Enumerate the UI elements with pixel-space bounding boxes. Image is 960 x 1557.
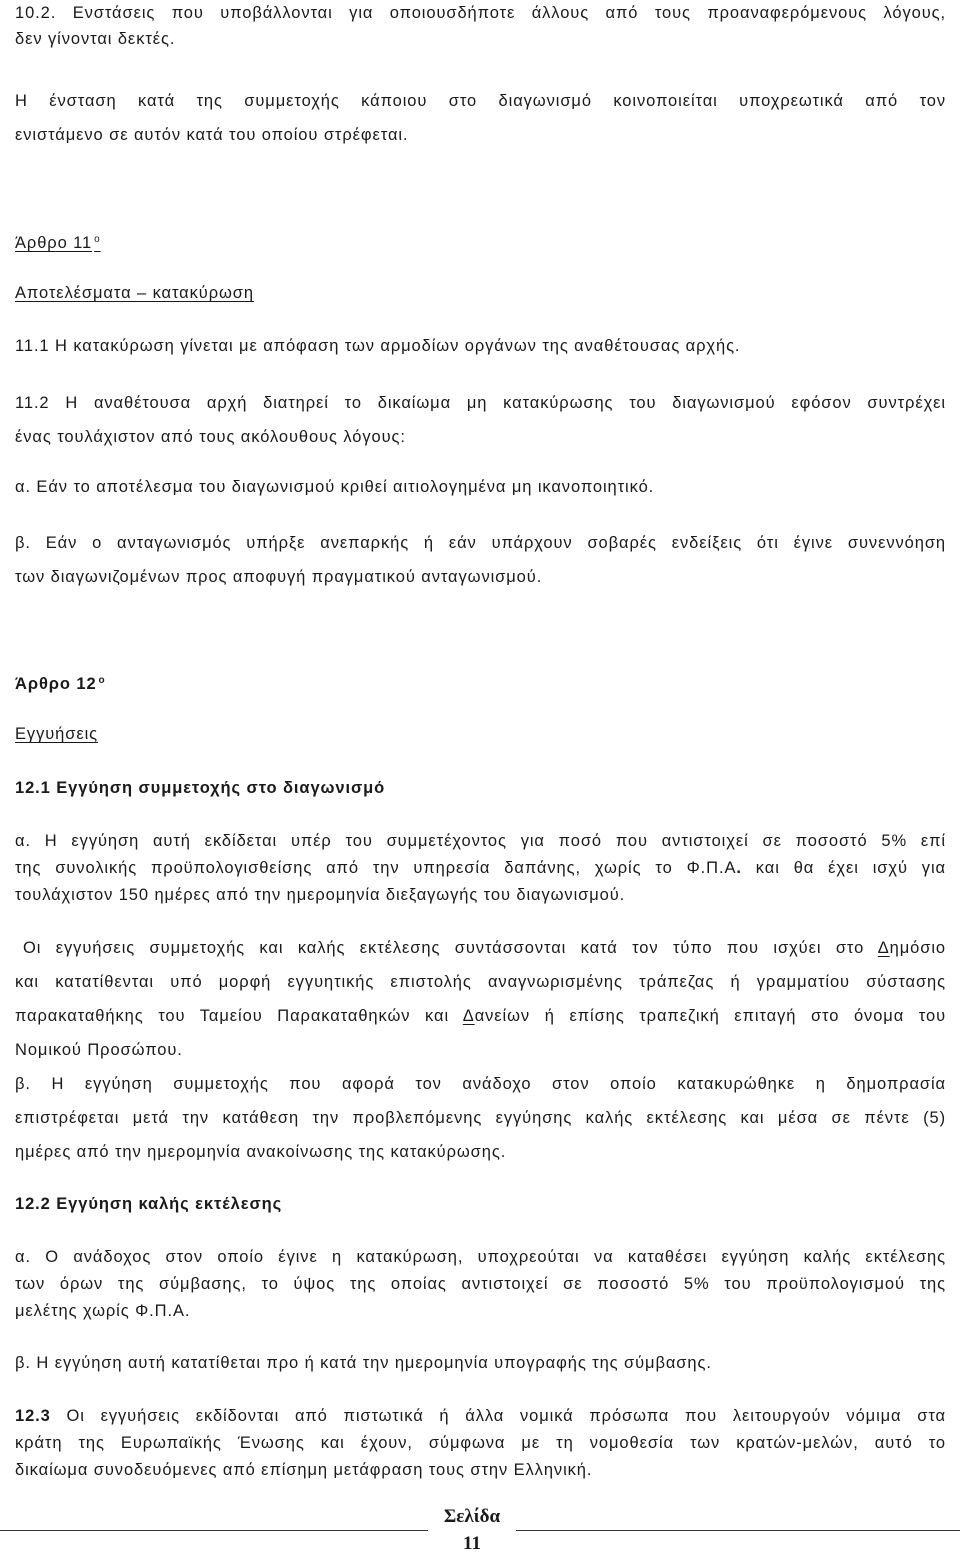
text-line: των όρων της σύμβασης, το ύψος της οποίας αντιστοιχεί σε ποσοστό 5% του προϋπολογισμού της — [15, 1275, 946, 1293]
section-heading: 12.2 Εγγύηση καλής εκτέλεσης — [15, 1195, 283, 1213]
text-line: α. Η εγγύηση αυτή εκδίδεται υπέρ του συμμετέχοντος για ποσό που αντιστοιχεί σε ποσοστό 5% επί — [15, 832, 946, 850]
text-line — [15, 855, 946, 882]
text-line: επιστρέφεται μετά την κατάθεση την προβλεπόμενης εγγύησης καλής εκτέλεσης και μέσα σε πέντε (5) — [15, 1109, 946, 1127]
paragraph-12-2-a — [15, 1244, 946, 1325]
page-number: 11 — [463, 1533, 481, 1554]
section-12-2-heading — [15, 1192, 282, 1216]
text-line: ένας τουλάχιστον από τους ακόλουθους λόγους: — [15, 428, 406, 446]
paragraph-objection — [15, 84, 946, 152]
section-number: 12.3 — [15, 1407, 51, 1425]
paragraph-11-1 — [15, 333, 740, 359]
text-line: δεν γίνονται δεκτές. — [15, 30, 176, 48]
text-span: Δ — [462, 1007, 475, 1025]
paragraph-guarantees — [15, 931, 946, 1067]
text-line: 11.1 Η κατακύρωση γίνεται με απόφαση των αρμοδίων οργάνων της αναθέτουσας αρχής. — [15, 337, 741, 355]
page-footer — [0, 1503, 960, 1553]
article-11-heading — [15, 228, 101, 255]
section-heading: 12.1 Εγγύηση συμμετοχής στο διαγωνισμό — [15, 779, 386, 797]
text-span: . — [736, 859, 742, 877]
text-span: ανείων ή επίσης τραπεζική επιταγή στο όνομα του — [474, 1007, 946, 1025]
text-line: α. Εάν το αποτέλεσμα του διαγωνισμού κριθεί αιτιολογημένα μη ικανοποιητικό. — [15, 478, 655, 496]
paragraph-11-2 — [15, 386, 946, 454]
article-title: Άρθρο 11 — [15, 234, 93, 252]
text-span: Οι εγγυήσεις συμμετοχής και καλής εκτέλεσης συντάσσονται κατά τον τύπο που ισχύει στο — [23, 939, 878, 957]
text-line: ημέρες από την ημερομηνία ανακοίνωσης της κατακύρωσης. — [15, 1143, 507, 1161]
text-line — [15, 931, 946, 965]
paragraph-12-3 — [15, 1403, 946, 1484]
text-line: των διαγωνιζομένων προς αποφυγή πραγματικού ανταγωνισμού. — [15, 568, 543, 586]
section-12-1-heading — [15, 776, 385, 800]
ordinal-indicator: ο — [98, 675, 106, 686]
text-span: και θα έχει ισχύ για — [741, 859, 946, 877]
text-line — [15, 999, 946, 1033]
paragraph-11-2-b — [15, 526, 946, 594]
paragraph-12-1-b — [15, 1067, 946, 1169]
ordinal-indicator: ο — [94, 234, 101, 245]
text-line: β. Η εγγύηση συμμετοχής που αφορά τον ανάδοχο στον οποίο κατακυρώθηκε η δημοπρασία — [15, 1075, 946, 1093]
text-line: κράτη της Ευρωπαϊκής Ένωσης και έχουν, σύμφωνα με τη νομοθεσία των κρατών-μελών, αυτό το — [15, 1434, 946, 1452]
text-span: ημόσιο — [889, 939, 946, 957]
article-11-subtitle-block — [15, 281, 254, 305]
page-number-box — [428, 1503, 516, 1553]
text-line: 11.2 Η αναθέτουσα αρχή διατηρεί το δικαίωμα μη κατακύρωσης του διαγωνισμού εφόσον συντρέχει — [15, 394, 946, 412]
text-span: Οι εγγυήσεις εκδίδονται από πιστωτικά ή άλλα νομικά πρόσωπα που λειτουργούν νόμιμα στα — [50, 1407, 946, 1425]
paragraph-12-1-a — [15, 828, 946, 909]
text-line: ενιστάμενο σε αυτόν κατά του οποίου στρέφεται. — [15, 126, 409, 144]
article-12-subtitle-block — [15, 722, 98, 746]
article-subtitle: Αποτελέσματα – κατακύρωση — [15, 284, 254, 302]
paragraph-11-2-a — [15, 474, 654, 500]
article-12-heading — [15, 669, 106, 696]
text-line — [15, 1403, 946, 1430]
page-label: Σελίδα — [443, 1506, 501, 1527]
paragraph-10-2 — [15, 0, 946, 52]
text-line: β. Η εγγύηση αυτή κατατίθεται προ ή κατά την ημερομηνία υπογραφής της σύμβασης. — [15, 1354, 712, 1372]
text-line: α. Ο ανάδοχος στον οποίο έγινε η κατακύρωση, υποχρεούται να καταθέσει εγγύηση καλής εκτέλεσης — [15, 1248, 946, 1266]
article-subtitle: Εγγυήσεις — [15, 725, 99, 743]
text-line: μελέτης χωρίς Φ.Π.Α. — [15, 1302, 191, 1320]
text-line: δικαίωμα συνοδευόμενες από επίσημη μετάφραση τους στην Ελληνική. — [15, 1461, 593, 1479]
text-line: Νομικού Προσώπου. — [15, 1041, 183, 1059]
text-line: και κατατίθενται υπό μορφή εγγυητικής επιστολής αναγνωρισμένης τράπεζας ή γραμματίου σύστασης — [15, 973, 946, 991]
text-line: Η ένσταση κατά της συμμετοχής κάποιου στο διαγωνισμό κοινοποιείται υποχρεωτικά από τον — [15, 92, 946, 110]
text-line: β. Εάν ο ανταγωνισμός υπήρξε ανεπαρκής ή εάν υπάρχουν σοβαρές ενδείξεις ότι έγινε συνεννόηση — [15, 534, 946, 552]
paragraph-12-2-b — [15, 1350, 712, 1376]
text-line: 10.2. Ενστάσεις που υποβάλλονται για οποιουσδήποτε άλλους από τους προαναφερόμενους λόγους, — [15, 4, 946, 22]
text-line: τουλάχιστον 150 ημέρες από την ημερομηνία διεξαγωγής του διαγωνισμού. — [15, 886, 626, 904]
text-span: της συνολικής προϋπολογισθείσης από την υπηρεσία δαπάνης, χωρίς το Φ.Π.Α — [15, 859, 737, 877]
article-title: Άρθρο 12 — [15, 675, 97, 693]
text-span: Δ — [877, 939, 890, 957]
text-span: παρακαταθήκης του Ταμείου Παρακαταθηκών και — [15, 1007, 463, 1025]
